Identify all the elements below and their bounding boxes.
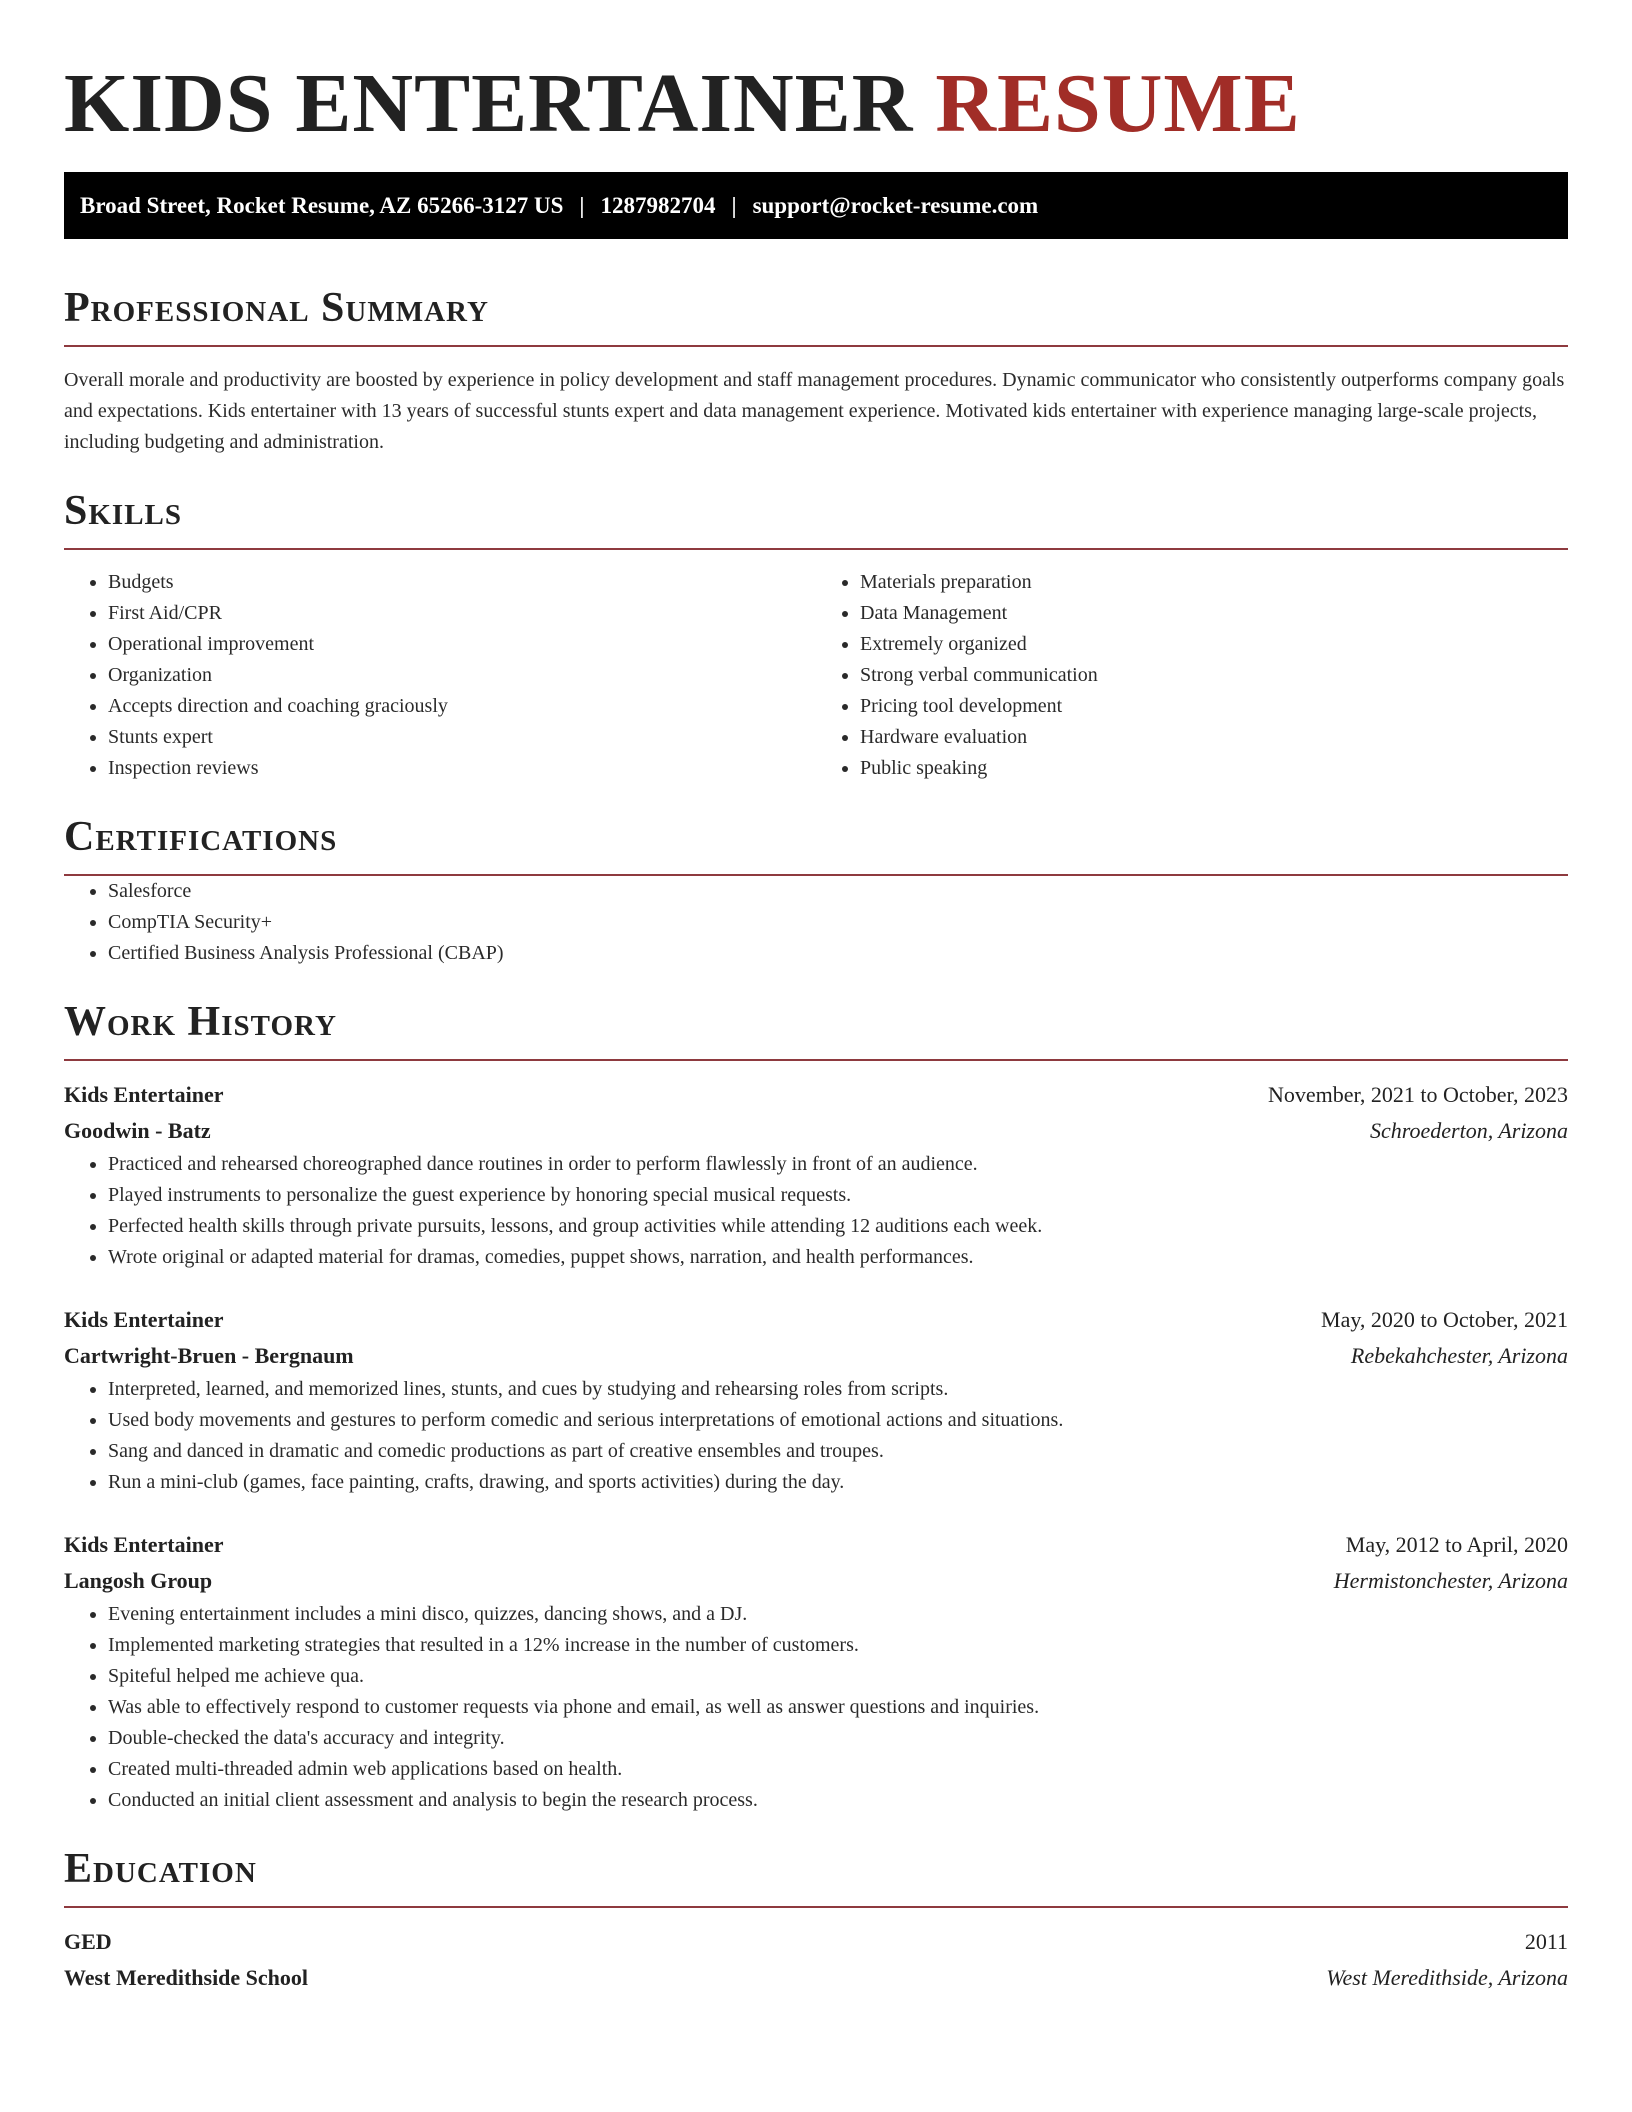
skills-list-left xyxy=(64,567,816,784)
section-divider xyxy=(64,548,1568,550)
certification-item: • Salesforce xyxy=(108,876,1568,907)
job-duty-item: • Conducted an initial client assessment and analysis to begin the research process. xyxy=(108,1785,1568,1816)
job-title: Kids Entertainer xyxy=(64,1082,224,1107)
job-duty-item: • Practiced and rehearsed choreographed dance routines in order to perform flawlessly in front of an audience. xyxy=(108,1149,1568,1180)
skill-item: • First Aid/CPR xyxy=(108,598,816,629)
skills-list-right xyxy=(816,567,1568,784)
job-entry xyxy=(64,1302,1568,1498)
education-school: West Meredithside School xyxy=(64,1965,309,1990)
skill-item: • Operational improvement xyxy=(108,629,816,660)
job-location: Rebekahchester, Arizona xyxy=(1350,1343,1568,1368)
skill-item: • Public speaking xyxy=(860,753,1568,784)
contact-phone: 1287982704 xyxy=(600,192,716,218)
job-location: Hermistonchester, Arizona xyxy=(1333,1568,1568,1593)
skill-item: • Data Management xyxy=(860,598,1568,629)
certification-item: • Certified Business Analysis Professional (CBAP) xyxy=(108,938,1568,969)
section-divider xyxy=(64,345,1568,347)
job-company-row xyxy=(64,1338,1568,1374)
job-duty-item: • Evening entertainment includes a mini disco, quizzes, dancing shows, and a DJ. xyxy=(108,1599,1568,1630)
contact-address: Broad Street, Rocket Resume, AZ 65266-3127 US xyxy=(80,192,564,218)
job-company-row xyxy=(64,1113,1568,1149)
job-entry xyxy=(64,1077,1568,1273)
summary-heading: Professional Summary xyxy=(64,285,489,331)
certifications-heading: Certifications xyxy=(64,814,338,860)
job-duty-item: • Spiteful helped me achieve qua. xyxy=(108,1661,1568,1692)
education-year: 2011 xyxy=(1524,1929,1568,1954)
job-entry xyxy=(64,1527,1568,1816)
job-duty-item: • Played instruments to personalize the guest experience by honoring special musical requests. xyxy=(108,1180,1568,1211)
contact-separator: | xyxy=(579,192,585,218)
skill-item: • Budgets xyxy=(108,567,816,598)
skills-column-right xyxy=(816,567,1568,784)
education-school-row xyxy=(64,1960,1568,1996)
job-company: Goodwin - Batz xyxy=(64,1118,211,1143)
education-heading: Education xyxy=(64,1846,257,1892)
job-duty-item: • Perfected health skills through private pursuits, lessons, and group activities while attending 12 auditions each week. xyxy=(108,1211,1568,1242)
job-header-row xyxy=(64,1302,1568,1338)
skills-section xyxy=(64,486,1568,784)
job-duty-item: • Wrote original or adapted material for dramas, comedies, puppet shows, narration, and health performances. xyxy=(108,1242,1568,1273)
education-header-row xyxy=(64,1924,1568,1960)
job-duty-item: • Interpreted, learned, and memorized lines, stunts, and cues by studying and rehearsing roles from scripts. xyxy=(108,1374,1568,1405)
job-duties-list xyxy=(64,1149,1568,1273)
skill-item: • Organization xyxy=(108,660,816,691)
job-duty-item: • Implemented marketing strategies that resulted in a 12% increase in the number of customers. xyxy=(108,1630,1568,1661)
work-history-section xyxy=(64,997,1568,1816)
job-company: Langosh Group xyxy=(64,1568,213,1593)
title-main: KIDS ENTERTAINER xyxy=(64,57,914,150)
job-duty-item: • Double-checked the data's accuracy and integrity. xyxy=(108,1723,1568,1754)
job-location: Schroederton, Arizona xyxy=(1370,1118,1568,1143)
education-section xyxy=(64,1844,1568,1996)
skills-column-left xyxy=(64,567,816,784)
job-duty-item: • Created multi-threaded admin web applications based on health. xyxy=(108,1754,1568,1785)
job-company: Cartwright-Bruen - Bergnaum xyxy=(64,1343,354,1368)
job-title: Kids Entertainer xyxy=(64,1532,224,1557)
certification-item: • CompTIA Security+ xyxy=(108,907,1568,938)
skill-item: • Strong verbal communication xyxy=(860,660,1568,691)
skill-item: • Pricing tool development xyxy=(860,691,1568,722)
contact-bar xyxy=(64,172,1568,239)
title-accent: RESUME xyxy=(935,57,1301,150)
skill-item: • Inspection reviews xyxy=(108,753,816,784)
skill-item: • Hardware evaluation xyxy=(860,722,1568,753)
job-header-row xyxy=(64,1527,1568,1563)
job-dates: November, 2021 to October, 2023 xyxy=(1267,1082,1568,1107)
certifications-section xyxy=(64,812,1568,969)
contact-separator: | xyxy=(731,192,737,218)
job-duty-item: • Was able to effectively respond to customer requests via phone and email, as well as answer questions and inquiries. xyxy=(108,1692,1568,1723)
education-entry xyxy=(64,1924,1568,1996)
resume-title xyxy=(64,58,1568,150)
skill-item: • Extremely organized xyxy=(860,629,1568,660)
certifications-list xyxy=(64,876,1568,969)
skill-item: • Materials preparation xyxy=(860,567,1568,598)
summary-section xyxy=(64,283,1568,458)
education-location: West Meredithside, Arizona xyxy=(1326,1965,1568,1990)
job-dates: May, 2020 to October, 2021 xyxy=(1321,1307,1568,1332)
skill-item: • Accepts direction and coaching graciously xyxy=(108,691,816,722)
job-title: Kids Entertainer xyxy=(64,1307,224,1332)
job-dates: May, 2012 to April, 2020 xyxy=(1345,1532,1568,1557)
job-duty-item: • Run a mini-club (games, face painting, crafts, drawing, and sports activities) during the day. xyxy=(108,1467,1568,1498)
skills-heading: Skills xyxy=(64,488,183,534)
job-company-row xyxy=(64,1563,1568,1599)
job-duties-list xyxy=(64,1374,1568,1498)
job-duty-item: • Sang and danced in dramatic and comedic productions as part of creative ensembles and troupes. xyxy=(108,1436,1568,1467)
education-degree: GED xyxy=(64,1929,112,1954)
job-duty-item: • Used body movements and gestures to perform comedic and serious interpretations of emotional actions and situations. xyxy=(108,1405,1568,1436)
contact-email: support@rocket-resume.com xyxy=(752,192,1039,218)
work-history-heading: Work History xyxy=(64,999,337,1045)
skills-grid xyxy=(64,567,1568,784)
summary-text: Overall morale and productivity are boosted by experience in policy development and staff management procedures. Dynamic communicator who consistently outperforms company goals and expectations. Kids entertainer with 13 years of successful stunts expert and data management experience. Motivated kids entertainer with experience managing large-scale projects, including budgeting and administration. xyxy=(64,369,1565,453)
section-divider xyxy=(64,1059,1568,1061)
skill-item: • Stunts expert xyxy=(108,722,816,753)
job-duties-list xyxy=(64,1599,1568,1816)
section-divider xyxy=(64,1906,1568,1908)
job-header-row xyxy=(64,1077,1568,1113)
